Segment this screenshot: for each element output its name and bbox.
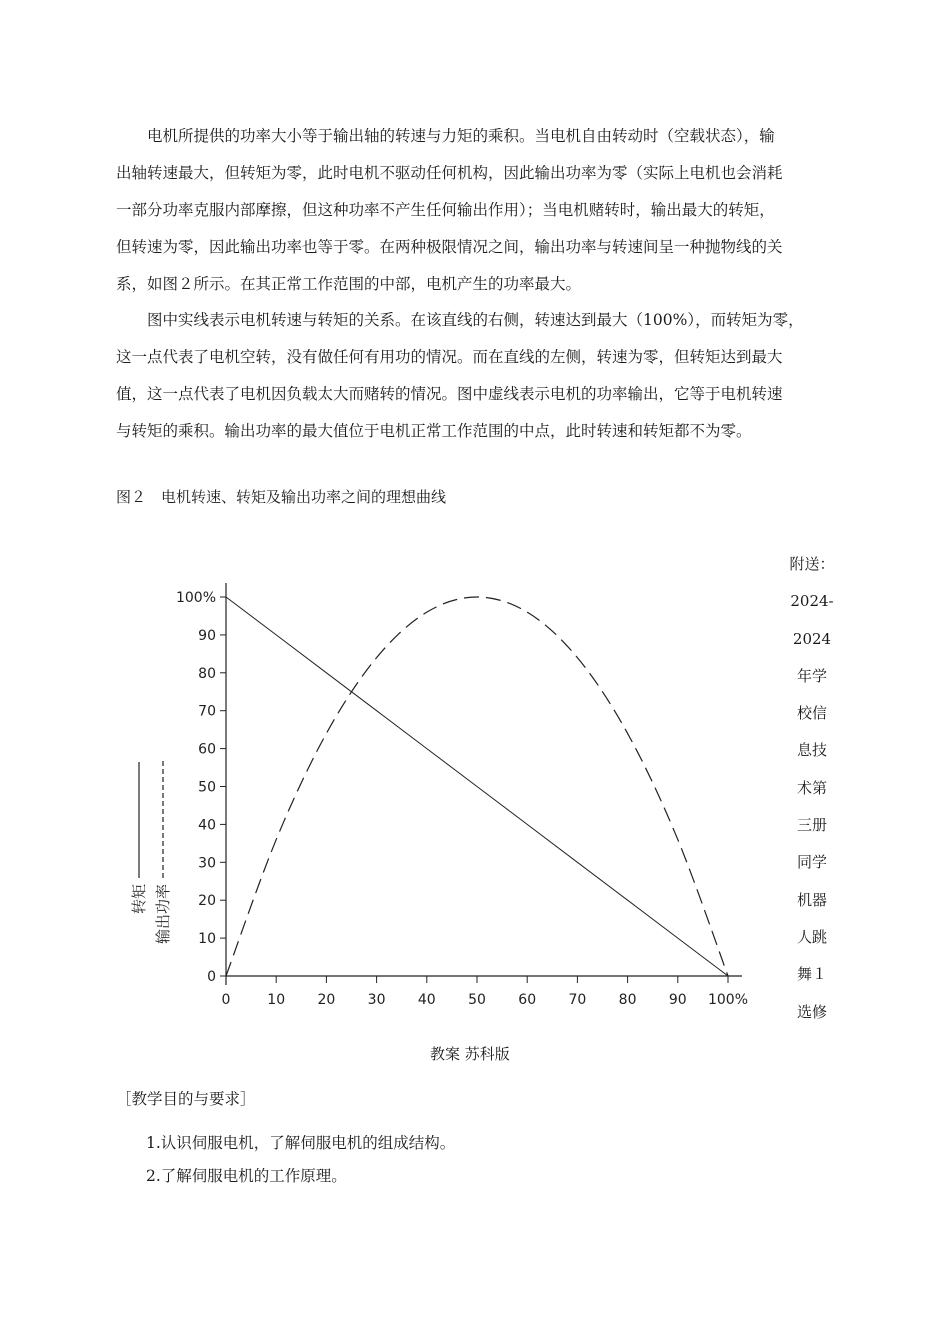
section-heading: ［教学目的与要求］ xyxy=(116,1090,256,1108)
paragraph-chart-explanation xyxy=(116,302,844,450)
chart-series xyxy=(226,597,728,976)
x-tick-label: 40 xyxy=(417,992,436,1008)
x-tick-label: 0 xyxy=(221,992,231,1008)
side-note-line: 2024- xyxy=(790,592,834,611)
chart-legend xyxy=(130,760,172,944)
y-tick-label: 50 xyxy=(198,779,216,796)
paragraph-line: 一部分功率克服内部摩擦，但这种功率不产生任何输出作用）；当电机赌转时，输出最大的转矩， xyxy=(116,201,775,219)
x-tick-label: 20 xyxy=(317,992,336,1008)
goal-item: 1.认识伺服电机，了解伺服电机的组成结构。 xyxy=(146,1134,456,1152)
chart-ticks xyxy=(176,590,748,1008)
y-tick-label: 20 xyxy=(198,893,216,910)
y-tick-label: 0 xyxy=(207,969,216,985)
side-note-line: 附送： xyxy=(789,555,835,573)
side-note-line: 校信 xyxy=(796,704,827,723)
y-tick-label: 100% xyxy=(175,590,216,606)
side-note-line: 机器 xyxy=(796,890,827,909)
legend-label-power: 输出功率 xyxy=(154,883,172,944)
y-tick-label: 10 xyxy=(198,931,216,948)
y-tick-label: 40 xyxy=(198,817,216,834)
side-note-line: 选修 xyxy=(796,1002,827,1021)
side-note-line: 术第 xyxy=(796,778,827,797)
x-tick-label: 30 xyxy=(367,992,386,1008)
chart-footer-text: 教案 苏科版 xyxy=(430,1045,510,1063)
torque-line xyxy=(226,597,728,976)
y-tick-label: 90 xyxy=(198,627,216,644)
paragraph-line: 与转矩的乘积。输出功率的最大值位于电机正常工作范围的中点，此时转速和转矩都不为零。 xyxy=(116,422,752,440)
x-tick-label: 80 xyxy=(618,992,637,1008)
figure-caption: 图２ 电机转速、转矩及输出功率之间的理想曲线 xyxy=(116,488,447,506)
x-tick-label: 70 xyxy=(568,992,587,1008)
legend-label-torque: 转矩 xyxy=(130,883,148,914)
y-tick-label: 60 xyxy=(198,741,216,758)
paragraph-line: 出轴转速最大，但转矩为零，此时电机不驱动任何机构，因此输出功率为零（实际上电机也会消耗 xyxy=(116,164,783,182)
paragraph-line: 电机所提供的功率大小等于输出轴的转速与力矩的乘积。当电机自由转动时（空载状态），输 xyxy=(116,127,775,145)
paragraph-line: 系，如图２所示。在其正常工作范围的中部，电机产生的功率最大。 xyxy=(116,275,582,293)
side-note-line: 舞１ xyxy=(796,965,827,984)
y-tick-label: 80 xyxy=(198,665,216,682)
chart-axes xyxy=(226,583,742,985)
x-tick-label: 100% xyxy=(707,992,749,1008)
x-tick-label: 10 xyxy=(267,992,286,1008)
goal-item: 2.了解伺服电机的工作原理。 xyxy=(146,1167,347,1185)
paragraph-line: 图中实线表示电机转速与转矩的关系。在该直线的右侧，转速达到最大（100%），而转矩为零， xyxy=(116,311,804,329)
x-tick-label: 60 xyxy=(518,992,537,1008)
x-tick-label: 90 xyxy=(668,992,687,1008)
paragraph-power-intro xyxy=(116,118,844,303)
paragraph-line: 但转速为零，因此输出功率也等于零。在两种极限情况之间，输出功率与转速间呈一种抛物线的关 xyxy=(116,238,783,256)
legend-item-torque xyxy=(130,762,148,914)
paragraph-line: 这一点代表了电机空转，没有做任何有用功的情况。而在直线的左侧，转速为零，但转矩达到最大 xyxy=(116,348,783,366)
side-note xyxy=(788,546,836,1031)
side-note-line: 2024 xyxy=(792,629,832,648)
x-tick-label: 50 xyxy=(468,992,486,1008)
y-tick-label: 30 xyxy=(198,855,216,872)
side-note-line: 人跳 xyxy=(796,927,827,946)
side-note-line: 三册 xyxy=(796,816,827,835)
paragraph-line: 值，这一点代表了电机因负载太大而赌转的情况。图中虚线表示电机的功率输出，它等于电机转速 xyxy=(116,385,783,403)
y-tick-label: 70 xyxy=(198,703,216,720)
side-note-line: 同学 xyxy=(796,853,827,872)
side-note-line: 息技 xyxy=(796,741,827,760)
legend-item-power xyxy=(154,760,172,944)
side-note-line: 年学 xyxy=(796,666,827,685)
